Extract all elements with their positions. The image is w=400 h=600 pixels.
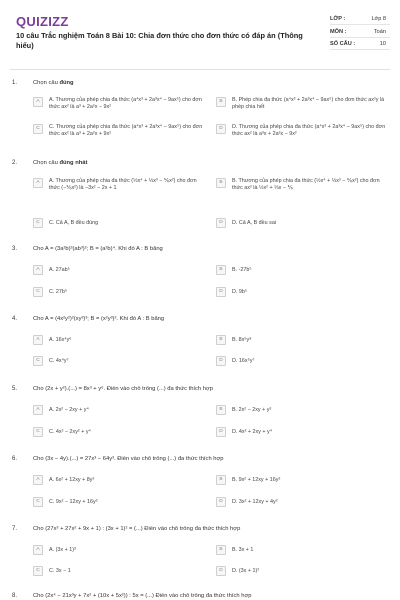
option-a[interactable] xyxy=(33,335,207,345)
option-a[interactable] xyxy=(33,475,207,485)
option-b[interactable] xyxy=(216,475,390,485)
option-letter-box: C xyxy=(33,124,43,134)
option-text: A. (3x + 1)³ xyxy=(49,547,76,553)
option-letter-box: B xyxy=(216,178,226,188)
option-letter-box: B xyxy=(216,545,226,555)
option-d[interactable] xyxy=(216,356,390,366)
question-number: 5. xyxy=(12,386,18,392)
option-text: B. 3x + 1 xyxy=(232,547,254,553)
option-letter-box: D xyxy=(216,287,226,297)
option-letter-box: A xyxy=(33,405,43,415)
meta-value: Lớp 8 xyxy=(371,16,386,22)
meta-label: LỚP : xyxy=(330,16,346,22)
option-a[interactable] xyxy=(33,405,207,415)
option-letter-box: A xyxy=(33,475,43,485)
meta-value: Toán xyxy=(373,28,386,35)
option-letter-box: C xyxy=(33,497,43,507)
option-text: B. Phép chia đa thức (a⁴x³ + 2a³x⁴ − 9ax⁵) cho đơn thức ax²y là phép chia hết xyxy=(232,97,385,111)
option-text: A. 6x² + 12xy + 8y² xyxy=(49,477,95,483)
option-b[interactable] xyxy=(216,178,390,193)
option-letter-box: C xyxy=(33,218,43,228)
option-text: C. Thương của phép chia đa thức (a⁴x³ + 2a³x⁴ − 9ax⁵) cho đơn thức ax² là a³ + 2a²x + 9x² xyxy=(49,124,203,138)
option-d[interactable] xyxy=(216,497,390,507)
option-text: D. Cả A, B đều sai xyxy=(232,220,277,226)
meta-label: SỐ CÂU : xyxy=(330,41,356,47)
option-letter-box: A xyxy=(33,97,43,107)
option-text: C. 27b⁵ xyxy=(49,289,68,295)
option-text: D. 9b⁵ xyxy=(232,289,248,295)
option-c[interactable] xyxy=(33,287,207,297)
prompt-emphasis: đúng nhất xyxy=(59,160,88,166)
meta-box xyxy=(330,14,390,52)
option-letter-box: C xyxy=(33,566,43,576)
option-text: A. Thương của phép chia đa thức (a⁴x³ + 2a³x⁴ − 9ax⁵) cho đơn thức ax² là a³ + 2a²x − 9x² xyxy=(49,97,202,111)
option-letter-box: C xyxy=(33,427,43,437)
option-a[interactable] xyxy=(33,545,207,555)
option-text: B. Thương của phép chia đa thức (½x⁴ + ⅓x³ − ⅙x²) cho đơn thức ax² là ½x² + ⅓x − ⅙ xyxy=(232,178,380,192)
option-letter-box: D xyxy=(216,356,226,366)
option-text: A. 27ab⁵ xyxy=(49,267,70,273)
question-prompt xyxy=(33,160,383,166)
option-b[interactable] xyxy=(216,545,390,555)
option-text: B. -27b⁵ xyxy=(232,267,252,273)
option-letter-box: C xyxy=(33,287,43,297)
meta-row-mon xyxy=(330,27,390,38)
option-text: B. 9x² + 12xy + 16y² xyxy=(232,477,281,483)
question-prompt: Cho (2x⁴ − 21x³y + 7x² + (10x + 5x²)) : 5x = (...) Điền vào chỗ trống đa thức thích hợp xyxy=(33,593,252,599)
option-text: C. 4x² − 2xy² + y⁴ xyxy=(49,429,91,435)
option-text: D. 3x² + 12xy + 4y² xyxy=(232,499,278,505)
question-prompt: Cho (2x + y²).(...) = 8x³ + y⁶. Điền vào chỗ trống (...) đa thức thích hợp xyxy=(33,386,214,392)
prompt-text: Chọn câu xyxy=(33,160,60,166)
option-text: D. 16x⁵y⁷ xyxy=(232,358,255,364)
question-number: 6. xyxy=(12,456,18,462)
question-number: 8. xyxy=(12,593,18,599)
option-letter-box: D xyxy=(216,566,226,576)
option-letter-box: A xyxy=(33,265,43,275)
option-letter-box: A xyxy=(33,545,43,555)
question-prompt xyxy=(33,80,383,86)
option-letter-box: D xyxy=(216,124,226,134)
option-c[interactable] xyxy=(33,427,207,437)
option-letter-box: A xyxy=(33,335,43,345)
question-prompt: Cho (3x − 4y).(...) = 27x³ − 64y³. Điền vào chỗ trống (...) đa thức thích hợp xyxy=(33,456,224,462)
option-letter-box: B xyxy=(216,405,226,415)
option-text: D. Thương của phép chia đa thức (a⁴x³ + 2a³x⁴ − 9ax⁵) cho đơn thức ax² là a³x + 2a²x − 9x² xyxy=(232,124,386,138)
page-title: 10 câu Trắc nghiệm Toán 8 Bài 10: Chia đơn thức cho đơn thức có đáp án (Thông hiểu) xyxy=(16,31,303,50)
option-text: C. 4x⁴y⁷ xyxy=(49,358,69,364)
option-text: C. Cả A, B đều đúng xyxy=(49,220,99,226)
option-text: A. Thương của phép chia đa thức (½x⁴ + ⅓x³ − ⅙x²) cho đơn thức (−⅙x²) là −3x² − 2x + 1 xyxy=(49,178,197,192)
meta-label: MÔN : xyxy=(330,28,347,35)
option-letter-box: B xyxy=(216,97,226,107)
option-c[interactable] xyxy=(33,566,207,576)
quizizz-logo: QUIZIZZ xyxy=(16,14,69,29)
prompt-emphasis: đúng xyxy=(59,80,74,86)
question-number: 7. xyxy=(12,526,18,532)
option-c[interactable] xyxy=(33,356,207,366)
option-a[interactable] xyxy=(33,178,207,193)
question-prompt: Cho A = (4x²y²)²(xy³)³; B = (x²y³)². Khi đó A : B bằng xyxy=(33,316,165,322)
option-letter-box: D xyxy=(216,497,226,507)
option-a[interactable] xyxy=(33,265,207,275)
option-c[interactable] xyxy=(33,218,207,228)
option-b[interactable] xyxy=(216,97,390,112)
option-letter-box: D xyxy=(216,427,226,437)
option-letter-box: B xyxy=(216,335,226,345)
question-number: 3. xyxy=(12,246,18,252)
option-text: A. 16x⁴y⁶ xyxy=(49,337,72,343)
meta-row-socau xyxy=(330,39,390,50)
option-letter-box: B xyxy=(216,475,226,485)
option-text: B. 8x⁵y⁸ xyxy=(232,337,252,343)
option-text: D. 4x² + 2xy + y⁴ xyxy=(232,429,273,435)
question-number: 1. xyxy=(12,80,18,86)
option-d[interactable] xyxy=(216,566,390,576)
option-letter-box: D xyxy=(216,218,226,228)
option-b[interactable] xyxy=(216,405,390,415)
meta-value: 10 xyxy=(379,41,386,47)
option-letter-box: C xyxy=(33,356,43,366)
question-prompt: Cho (27x³ + 27x² + 9x + 1) : (3x + 1)² = (...) Điền vào chỗ trống đa thức thích hợp xyxy=(33,526,241,532)
option-d[interactable] xyxy=(216,124,390,139)
meta-row-lop xyxy=(330,14,390,25)
prompt-text: Chọn câu xyxy=(33,80,60,86)
option-d[interactable] xyxy=(216,218,390,228)
option-c[interactable] xyxy=(33,497,207,507)
header-divider xyxy=(10,69,390,70)
option-text: D. (3x + 1)² xyxy=(232,568,260,574)
option-text: A. 2x² − 2xy + y⁴ xyxy=(49,407,89,413)
option-text: C. 9x² − 12xy + 16y² xyxy=(49,499,98,505)
option-d[interactable] xyxy=(216,287,390,297)
option-c[interactable] xyxy=(33,124,207,139)
option-b[interactable] xyxy=(216,265,390,275)
option-letter-box: A xyxy=(33,178,43,188)
option-d[interactable] xyxy=(216,427,390,437)
option-b[interactable] xyxy=(216,335,390,345)
question-number: 2. xyxy=(12,160,18,166)
question-prompt: Cho A = (3a²b)³(ab³)²; B = (a²b)⁴. Khi đó A : B bằng xyxy=(33,246,163,252)
option-letter-box: B xyxy=(216,265,226,275)
option-text: C. 3x − 1 xyxy=(49,568,71,574)
question-number: 4. xyxy=(12,316,18,322)
option-text: B. 2x² − 2xy + y² xyxy=(232,407,272,413)
option-a[interactable] xyxy=(33,97,207,112)
